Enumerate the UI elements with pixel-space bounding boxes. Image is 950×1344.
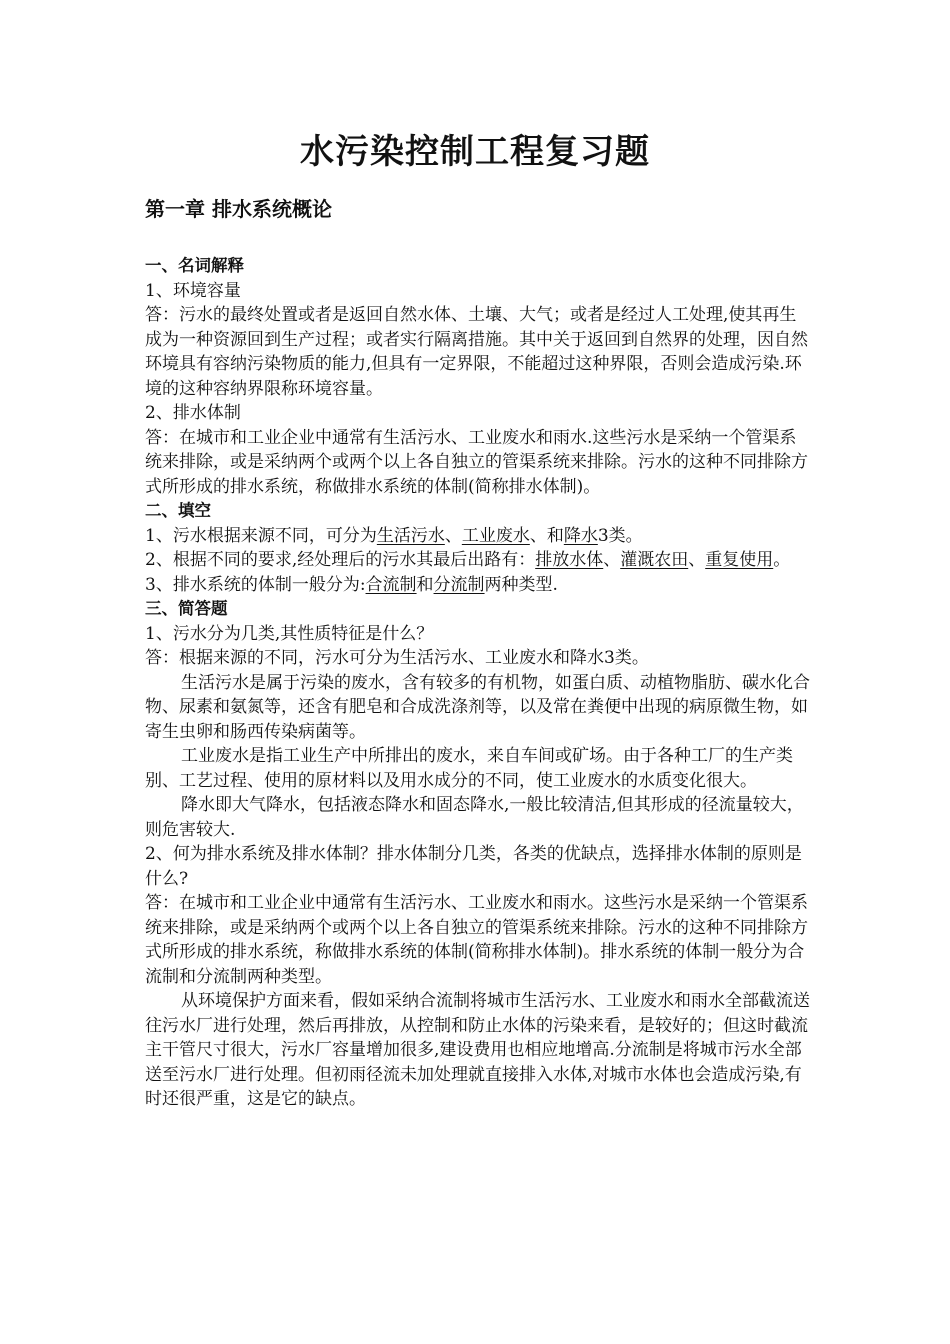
document-body	[145, 254, 810, 1112]
fill-answer: 重复使用	[705, 550, 774, 570]
fill-answer: 生活污水	[376, 525, 445, 546]
fill-answer: 分流制	[433, 574, 485, 595]
short-answer-2: 答：在城市和工业企业中通常有生活污水、工业废水和雨水。这些污水是采纳一个管渠系统来排除，或是采纳两个或两个以上各自独立的管渠系统来排除。污水的这种不同排除方式所形成的排水系统，称做排水系统的体制(简称排水体制)。排水系统的体制一般分为合流制和分流制两种类型。	[145, 893, 808, 987]
section-heading-short-answer: 三、简答题	[145, 599, 228, 618]
chapter-heading: 第一章 排水系统概论	[145, 197, 332, 221]
short-answer-1: 答：根据来源的不同，污水可分为生活污水、工业废水和降水3类。	[145, 648, 649, 668]
fill-text: 。	[773, 550, 791, 570]
fill-text: 、	[444, 525, 462, 546]
fill-text: 3、排水系统的体制一般分为:	[145, 574, 366, 595]
fill-blank-2	[145, 548, 810, 573]
section-heading-terms: 一、名词解释	[145, 256, 244, 275]
fill-answer: 工业废水	[461, 525, 530, 546]
answer-paragraph: 生活污水是属于污染的废水，含有较多的有机物，如蛋白质、动植物脂肪、碳水化合物、尿素和氨氮等，还含有肥皂和合成洗涤剂等，以及常在粪便中出现的病原微生物，如寄生虫卵和肠西传染病菌等。	[145, 672, 810, 742]
fill-text: 、	[688, 550, 706, 570]
document-title: 水污染控制工程复习题	[300, 132, 650, 172]
fill-blank-1	[145, 524, 810, 549]
fill-text: 3类。	[597, 525, 643, 546]
term-question-2: 2、排水体制	[145, 403, 241, 423]
term-answer-2: 答：在城市和工业企业中通常有生活污水、工业废水和雨水.这些污水是采纳一个管渠系统来排除，或是采纳两个或两个以上各自独立的管渠系统来排除。污水的这种不同排除方式所形成的排水系统，称做排水系统的体制(简称排水体制)。	[145, 427, 808, 497]
fill-text: 1、污水根据来源不同，可分为	[145, 525, 377, 546]
short-question-1: 1、污水分为几类,其性质特征是什么？	[145, 623, 434, 644]
answer-paragraph: 工业废水是指工业生产中所排出的废水，来自车间或矿场。由于各种工厂的生产类别、工艺过程、使用的原材料以及用水成分的不同，使工业废水的水质变化很大。	[145, 746, 793, 791]
term-question-1: 1、环境容量	[145, 280, 241, 301]
answer-paragraph: 从环境保护方面来看，假如采纳合流制将城市生活污水、工业废水和雨水全部截流送往污水厂进行处理，然后再排放，从控制和防止水体的污染来看，是较好的；但这时截流主干管尺寸很大，污水厂容量增加很多,建设费用也相应地增高.分流制是将城市污水全部送至污水厂进行处理。但初雨径流未加处理就直接排入水体,对城市水体也会造成污染,有时还很严重，这是它的缺点。	[145, 991, 810, 1109]
fill-blank-3	[145, 573, 810, 598]
answer-paragraph: 降水即大气降水，包括液态降水和固态降水,一般比较清洁,但其形成的径流量较大，则危害较大.	[145, 795, 804, 840]
term-answer-1: 答：污水的最终处置或者是返回自然水体、土壤、大气；或者是经过人工处理,使其再生成为一种资源回到生产过程；或者实行隔离措施。其中关于返回到自然界的处理，因自然环境具有容纳污染物质的能力,但具有一定界限，不能超过这种界限，否则会造成污染.环境的这种容纳界限称环境容量。	[145, 305, 808, 399]
fill-text: 2、根据不同的要求,经处理后的污水其最后出路有：	[145, 550, 536, 570]
fill-answer: 降水	[563, 525, 598, 546]
fill-text: 和	[416, 574, 434, 595]
fill-answer: 合流制	[365, 574, 417, 595]
fill-text: 、和	[529, 525, 564, 546]
fill-text: 、	[603, 550, 621, 570]
fill-answer: 排放水体	[535, 550, 604, 570]
section-heading-fill-blank: 二、填空	[145, 501, 211, 520]
short-question-2: 2、何为排水系统及排水体制？排水体制分几类，各类的优缺点，选择排水体制的原则是什么?	[145, 844, 802, 889]
fill-text: 两种类型.	[484, 574, 558, 595]
fill-answer: 灌溉农田	[620, 550, 689, 570]
